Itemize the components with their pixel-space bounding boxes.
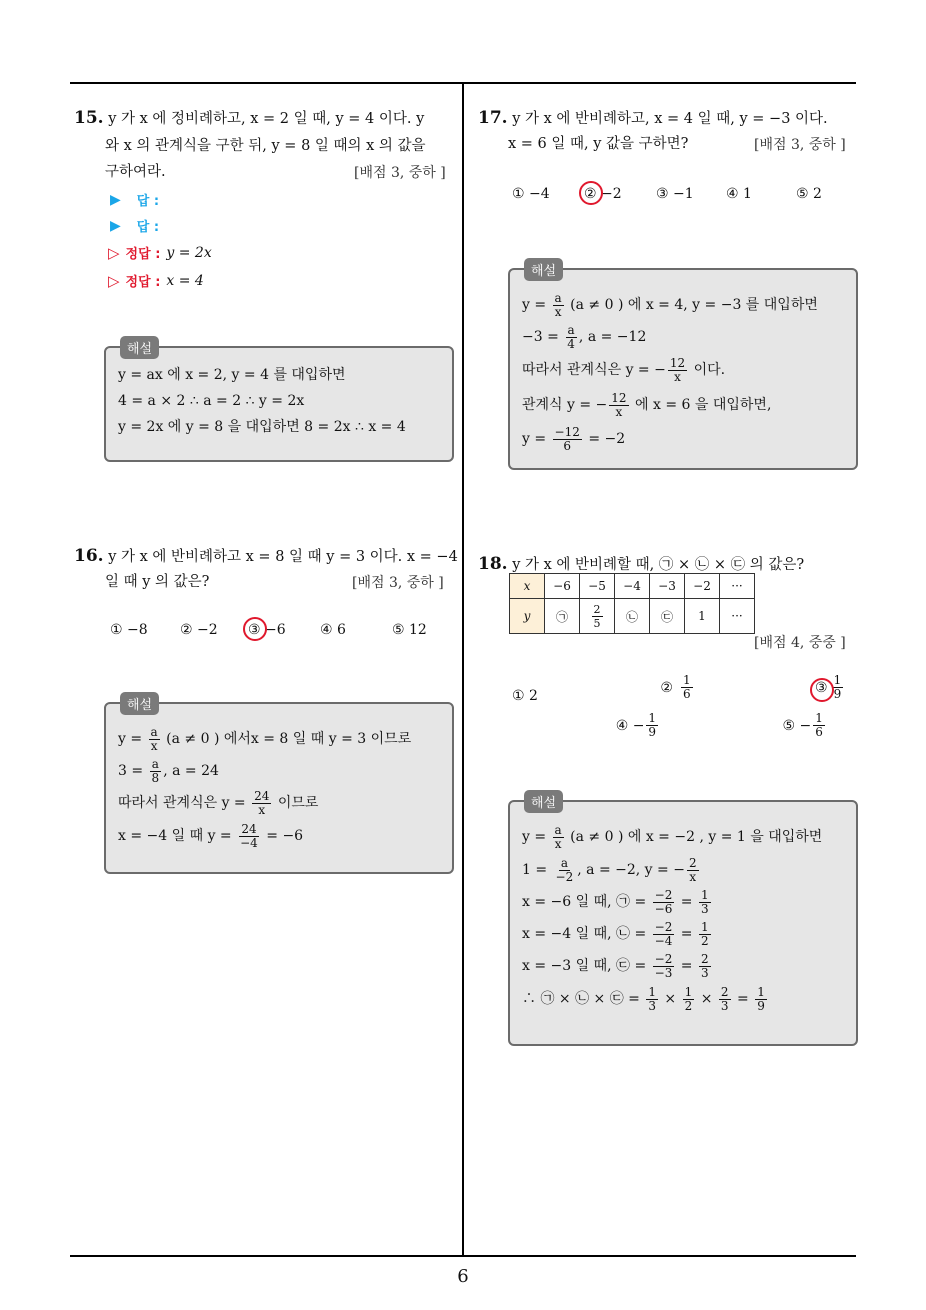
red-circle-mark	[243, 617, 267, 641]
outline-triangle-icon: ▷	[108, 243, 120, 262]
red-circle-mark	[579, 181, 603, 205]
option-2[interactable]	[584, 186, 656, 202]
option-3[interactable]	[248, 622, 320, 638]
explanation-line: x = −6 일 때, ㉠ = $\frac{-2}{-6}$ = $\frac{1}{3}$	[522, 887, 709, 916]
option-5[interactable]: ⑤ − $\frac{1}{6}$	[782, 711, 823, 739]
option-2[interactable]: ② −2	[180, 622, 218, 638]
question-text-line1: y 가 x 에 반비례하고, x = 4 일 때, y = −3 이다.	[512, 111, 828, 127]
explanation-line: 관계식 y = − $\frac{12}{x}$ 에 x = 6 을 대입하면,	[522, 390, 772, 419]
option-3[interactable]: ③ $\frac{1}{9}$	[815, 674, 845, 701]
table-cell: −6	[545, 574, 580, 599]
question-15	[74, 104, 458, 133]
explanation-line: y = $\frac{a}{x}$ (a ≠ 0 ) 에 x = −2 , y = 1 을 대입하면	[522, 822, 823, 851]
option-1[interactable]: ① −4	[512, 186, 550, 202]
option-3[interactable]: ③ −1	[656, 186, 694, 202]
answer-row-2	[110, 216, 159, 235]
option-1[interactable]: ① 2	[512, 687, 538, 704]
explanation-line: x = −4 일 때, ㉡ = $\frac{-2}{-4}$ = $\frac{1}{2}$	[522, 919, 709, 948]
xy-table	[509, 573, 755, 634]
explanation-line: y = ax 에 x = 2, y = 4 를 대입하면	[118, 367, 346, 383]
option-4[interactable]: ④ − $\frac{1}{9}$	[615, 711, 657, 739]
option-4[interactable]: ④ 6	[320, 622, 346, 638]
question-16-line2: 일 때 y 의 값은?	[105, 574, 210, 590]
explanation-line: y = $\frac{a}{x}$ (a ≠ 0 ) 에 x = 4, y = −3 를 대입하면	[522, 290, 818, 319]
question-number: 16.	[74, 546, 104, 566]
question-number: 17.	[478, 108, 508, 128]
play-triangle-icon: ▶	[110, 217, 121, 234]
question-number: 18.	[478, 554, 508, 574]
explanation-box-16	[104, 698, 454, 874]
options-16	[110, 622, 427, 638]
option-5[interactable]: ⑤ 12	[392, 622, 427, 638]
outline-triangle-icon: ▷	[108, 271, 120, 290]
option-2[interactable]: ② $\frac{1}{6}$	[660, 673, 691, 701]
column-divider	[462, 82, 464, 1256]
explanation-tag: 해설	[524, 258, 563, 281]
table-row-x	[510, 574, 755, 599]
question-16-score: [배점 3, 중하 ]	[352, 575, 444, 591]
option-3-text: ③ −6	[248, 622, 286, 638]
question-text-line1: y 가 x 에 반비례하고 x = 8 일 때 y = 3 이다. x = −4	[108, 549, 458, 565]
play-triangle-icon: ▶	[110, 191, 121, 208]
question-15-score: [배점 3, 중하 ]	[354, 165, 446, 181]
explanation-tag: 해설	[120, 692, 159, 715]
option-1[interactable]: ① −8	[110, 622, 148, 638]
question-text-line1: y 가 x 에 반비례할 때, ㉠ × ㉡ × ㉢ 의 값은?	[512, 557, 805, 573]
explanation-line: 따라서 관계식은 y = $\frac{24}{x}$ 이므로	[118, 788, 319, 817]
bottom-rule	[70, 1255, 856, 1257]
explanation-box-15	[104, 342, 454, 462]
correct-answer: x = 4	[166, 272, 204, 289]
table-header-x: x	[510, 574, 545, 599]
question-17-line2: x = 6 일 때, y 값을 구하면?	[508, 136, 689, 152]
table-cell: −5	[580, 574, 615, 599]
table-row-y	[510, 599, 755, 634]
table-cell: −2	[685, 574, 720, 599]
answer-label: 답 :	[136, 220, 160, 235]
correct-row-1	[108, 243, 212, 262]
question-17	[478, 104, 858, 133]
correct-label: 정답 :	[125, 275, 161, 290]
option-4-mark: ④ −	[615, 717, 645, 734]
explanation-line: 4 = a × 2 ∴ a = 2 ∴ y = 2x	[118, 393, 305, 409]
question-18-score: [배점 4, 중중 ]	[754, 635, 846, 651]
table-cell: ㉢	[650, 599, 685, 634]
option-3-mark: ③	[815, 679, 828, 696]
table-cell: −4	[615, 574, 650, 599]
question-number: 15.	[74, 108, 104, 128]
explanation-tag: 해설	[120, 336, 159, 359]
table-cell: ···	[720, 574, 755, 599]
explanation-box-17	[508, 264, 858, 470]
answer-label: 답 :	[136, 194, 160, 209]
table-cell: ㉠	[545, 599, 580, 634]
correct-row-2	[108, 271, 204, 290]
option-4[interactable]: ④ 1	[726, 186, 752, 202]
explanation-line: x = −3 일 때, ㉢ = $\frac{-2}{-3}$ = $\frac{2}{3}$	[522, 951, 709, 980]
explanation-line: 따라서 관계식은 y = − $\frac{12}{x}$ 이다.	[522, 355, 726, 384]
explanation-line: ∴ ㉠ × ㉡ × ㉢ = $\frac{1}{3}$ × $\frac{1}{2}$ × $\frac{2}{3}$ = $\frac{1}{9}$	[522, 984, 765, 1013]
correct-label: 정답 :	[125, 247, 161, 262]
question-15-line2: 와 x 의 관계식을 구한 뒤, y = 8 일 때의 x 의 값을	[105, 138, 426, 154]
explanation-box-18	[508, 796, 858, 1046]
question-15-line3: 구하여라.	[105, 164, 166, 180]
answer-row-1	[110, 190, 159, 209]
explanation-line: 3 = $\frac{a}{8}$ , a = 24	[118, 756, 219, 785]
correct-answer: y = 2x	[166, 244, 212, 261]
explanation-line: y = 2x 에 y = 8 을 대입하면 8 = 2x ∴ x = 4	[118, 419, 406, 435]
option-5-mark: ⑤ −	[782, 717, 812, 734]
table-cell: −3	[650, 574, 685, 599]
options-17	[512, 186, 822, 202]
table-cell: 1	[685, 599, 720, 634]
table-header-y: y	[510, 599, 545, 634]
explanation-line: y = $\frac{a}{x}$ (a ≠ 0 ) 에서x = 8 일 때 y = 3 이므로	[118, 724, 412, 753]
table-cell: ㉡	[615, 599, 650, 634]
table-cell: ···	[720, 599, 755, 634]
explanation-line: x = −4 일 때 y = $\frac{24}{-4}$ = −6	[118, 821, 304, 850]
red-circle-mark	[810, 678, 834, 702]
page-number: 6	[457, 1266, 469, 1287]
table-cell: $\frac{2}{5}$	[580, 599, 615, 634]
option-2-text: ② −2	[584, 186, 622, 202]
explanation-line: −3 = $\frac{a}{4}$ , a = −12	[522, 322, 647, 351]
option-5[interactable]: ⑤ 2	[796, 186, 822, 202]
option-2-mark: ②	[660, 679, 673, 696]
explanation-line: 1 = $\frac{a}{-2}$ , a = −2, y = − $\frac{2}{x}$	[522, 855, 697, 884]
explanation-tag: 해설	[524, 790, 563, 813]
question-17-score: [배점 3, 중하 ]	[754, 137, 846, 153]
question-text-line1: y 가 x 에 정비례하고, x = 2 일 때, y = 4 이다. y	[108, 111, 425, 127]
question-16	[74, 542, 458, 571]
explanation-line: y = $\frac{-12}{6}$ = −2	[522, 424, 626, 453]
